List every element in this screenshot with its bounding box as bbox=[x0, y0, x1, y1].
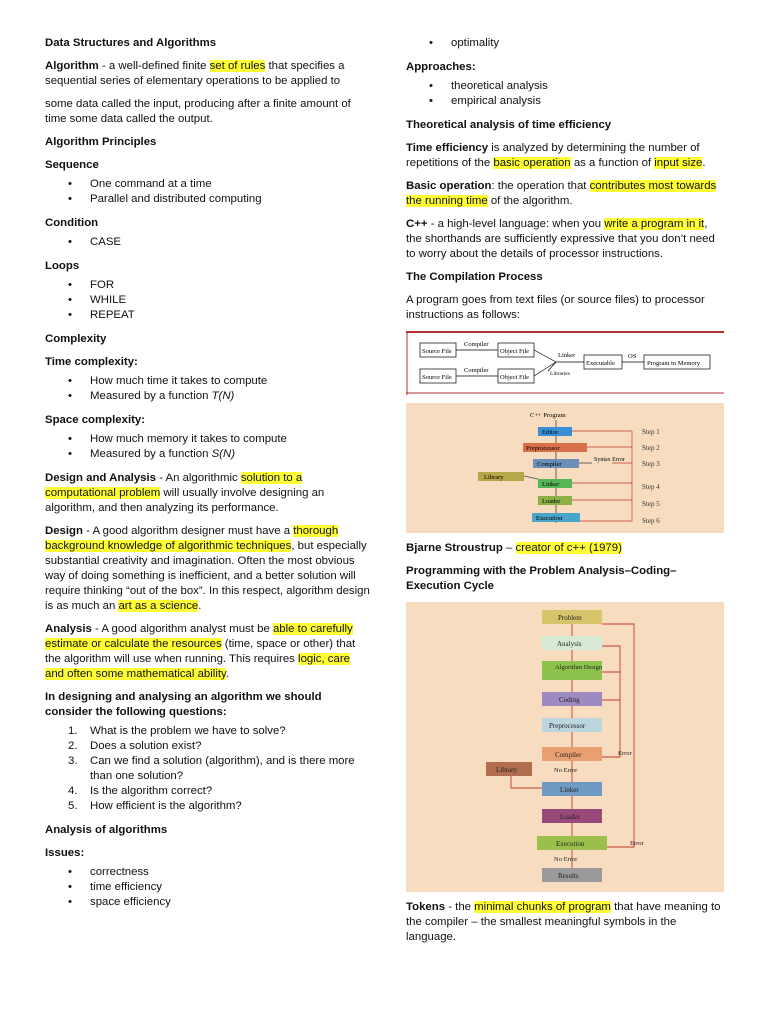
list-item: 3. Can we find a solution (algorithm), and is there more than one solution? bbox=[68, 755, 355, 782]
cpp-program-label: C++ Program bbox=[530, 412, 566, 419]
list-item: • Parallel and distributed computing bbox=[45, 192, 371, 207]
error-label-2: Error bbox=[630, 840, 644, 847]
list-item: • empirical analysis bbox=[406, 94, 724, 109]
list-item: • How much time it takes to compute bbox=[45, 374, 371, 389]
issues-list bbox=[45, 865, 371, 910]
analysis-paragraph: Analysis - A good algorithm analyst must be able to carefully estimate or calculate the resources (time, space or other) that the algorithm will use when running. This requires logic, care and often some mathematical ability. bbox=[45, 623, 356, 680]
coding-label: Coding bbox=[559, 696, 580, 704]
object-file-label-2: Object File bbox=[500, 374, 530, 381]
list-item: • Measured by a function S(N) bbox=[45, 447, 371, 462]
list-item: • space efficiency bbox=[45, 895, 371, 910]
condition-list bbox=[45, 235, 371, 250]
list-item: 1. What is the problem we have to solve? bbox=[68, 725, 286, 737]
approaches-heading: Approaches: bbox=[406, 61, 476, 73]
compilation-diagram bbox=[406, 331, 724, 395]
linker-label: Linker bbox=[542, 481, 560, 488]
library-label: Library bbox=[484, 474, 504, 481]
loops-list bbox=[45, 278, 371, 323]
execution-label: Execution bbox=[536, 515, 563, 522]
execution-label: Execution bbox=[556, 840, 585, 848]
algorithm-design-label: Algorithm Design bbox=[555, 664, 603, 671]
list-item: • theoretical analysis bbox=[406, 79, 724, 94]
step-label: Step 4 bbox=[642, 483, 660, 491]
right-column bbox=[406, 36, 724, 953]
algorithm-definition: Algorithm - a well-defined finite set of rules that specifies a sequential series of elementary operations to be applied to bbox=[45, 60, 345, 87]
list-item: • Measured by a function T(N) bbox=[45, 389, 371, 404]
compilation-heading: The Compilation Process bbox=[406, 271, 543, 283]
compilation-text: A program goes from text files (or source files) to processor instructions as follows: bbox=[406, 294, 705, 321]
questions-list bbox=[45, 724, 371, 814]
list-item: • One command at a time bbox=[45, 177, 371, 192]
principles-heading: Algorithm Principles bbox=[45, 136, 157, 148]
list-item: • CASE bbox=[45, 235, 371, 250]
theoretical-heading: Theoretical analysis of time efficiency bbox=[406, 119, 612, 131]
cpp-steps-figure bbox=[406, 403, 724, 533]
cycle-heading: Programming with the Problem Analysis–Coding–Execution Cycle bbox=[406, 565, 677, 592]
source-file-label-1: Source File bbox=[422, 348, 452, 355]
list-item: 4. Is the algorithm correct? bbox=[68, 785, 213, 797]
linker-label: Linker bbox=[558, 352, 576, 359]
sequence-heading: Sequence bbox=[45, 159, 99, 171]
list-item: • time efficiency bbox=[45, 880, 371, 895]
space-complexity-list bbox=[45, 432, 371, 462]
questions-heading: In designing and analysing an algorithm we should consider the following questions: bbox=[45, 691, 322, 718]
bjarne-paragraph: Bjarne Stroustrup – creator of c++ (1979) bbox=[406, 542, 622, 554]
step-label: Step 1 bbox=[642, 428, 660, 436]
library-label: Library bbox=[496, 766, 517, 774]
error-label: Error bbox=[618, 750, 632, 757]
preprocessor-label: Preprocessor bbox=[549, 722, 586, 730]
loops-heading: Loops bbox=[45, 260, 80, 272]
complexity-heading: Complexity bbox=[45, 333, 107, 345]
linker-label: Linker bbox=[560, 786, 579, 794]
object-file-label-1: Object File bbox=[500, 348, 530, 355]
cycle-diagram bbox=[406, 602, 724, 892]
time-complexity-list bbox=[45, 374, 371, 404]
analysis-of-algorithms-heading: Analysis of algorithms bbox=[45, 824, 168, 836]
os-label: OS bbox=[628, 353, 637, 360]
time-complexity-heading: Time complexity: bbox=[45, 356, 138, 368]
source-file-label-2: Source File bbox=[422, 374, 452, 381]
compilation-figure bbox=[406, 331, 724, 395]
optimality-list bbox=[406, 36, 724, 51]
compiler-label-1: Compiler bbox=[464, 341, 489, 348]
doc-title: Data Structures and Algorithms bbox=[45, 37, 217, 49]
list-item: • WHILE bbox=[45, 293, 371, 308]
sequence-list bbox=[45, 177, 371, 207]
basic-operation-paragraph: Basic operation: the operation that contributes most towards the running time of the algorithm. bbox=[406, 180, 717, 207]
list-item: • How much memory it takes to compute bbox=[45, 432, 371, 447]
loader-label: Loader bbox=[560, 813, 580, 821]
cycle-figure bbox=[406, 602, 724, 892]
step-label: Step 6 bbox=[642, 517, 660, 525]
compiler-label: Compiler bbox=[537, 461, 562, 468]
list-item: 2. Does a solution exist? bbox=[68, 740, 202, 752]
analysis-label: Analysis bbox=[557, 640, 582, 648]
editor-label: Editor bbox=[542, 429, 559, 436]
syntax-error-label: Syntax Error bbox=[594, 457, 625, 463]
cpp-paragraph: C++ - a high-level language: when you write a program in it, the shorthands are sufficiently expressive that you don’t need to worry about the details of processor instructions. bbox=[406, 218, 715, 260]
loader-label: Loader bbox=[542, 498, 561, 505]
approaches-list bbox=[406, 79, 724, 109]
program-in-memory-label: Program in Memory bbox=[647, 360, 701, 367]
left-column bbox=[45, 36, 371, 919]
step-label: Step 5 bbox=[642, 500, 660, 508]
time-efficiency-paragraph: Time efficiency is analyzed by determining the number of repetitions of the basic operation as a function of input size. bbox=[406, 142, 706, 169]
space-complexity-heading: Space complexity: bbox=[45, 414, 146, 426]
list-item: • optimality bbox=[406, 36, 724, 51]
input-output-text: some data called the input, producing after a finite amount of time some data called the output. bbox=[45, 98, 351, 125]
condition-heading: Condition bbox=[45, 217, 99, 229]
list-item: • FOR bbox=[45, 278, 371, 293]
libraries-label: Libraries bbox=[550, 371, 570, 377]
step-label: Step 3 bbox=[642, 460, 660, 468]
results-label: Results bbox=[558, 872, 579, 880]
design-and-analysis-paragraph: Design and Analysis - An algorithmic solution to a computational problem will usually involve designing an algorithm, and then analyzing its performance. bbox=[45, 472, 325, 514]
compiler-label-2: Compiler bbox=[464, 367, 489, 374]
list-item: 5. How efficient is the algorithm? bbox=[68, 800, 242, 812]
compiler-label: Compiler bbox=[555, 751, 582, 759]
cpp-steps-diagram bbox=[406, 403, 724, 533]
issues-heading: Issues: bbox=[45, 847, 85, 859]
list-item: • REPEAT bbox=[45, 308, 371, 323]
no-error-label: No Error bbox=[554, 767, 578, 774]
no-error-label-2: No Error bbox=[554, 856, 578, 863]
executable-label: Executable bbox=[586, 360, 615, 367]
list-item: • correctness bbox=[45, 865, 371, 880]
preprocessor-label: Preprocessor bbox=[526, 445, 560, 452]
problem-label: Problem bbox=[558, 614, 582, 622]
step-label: Step 2 bbox=[642, 444, 660, 452]
design-paragraph: Design - A good algorithm designer must have a thorough background knowledge of algorithmic techniques, but especially substantial creativity and imagination. Often the most obvious way of doing something is inefficient, and a better solution will require thinking “out of the box”. In this respect, algorithm design is as much an art as a science. bbox=[45, 525, 370, 612]
tokens-paragraph: Tokens - the minimal chunks of program that have meaning to the compiler – the smallest meaningful symbols in the language. bbox=[406, 901, 721, 943]
